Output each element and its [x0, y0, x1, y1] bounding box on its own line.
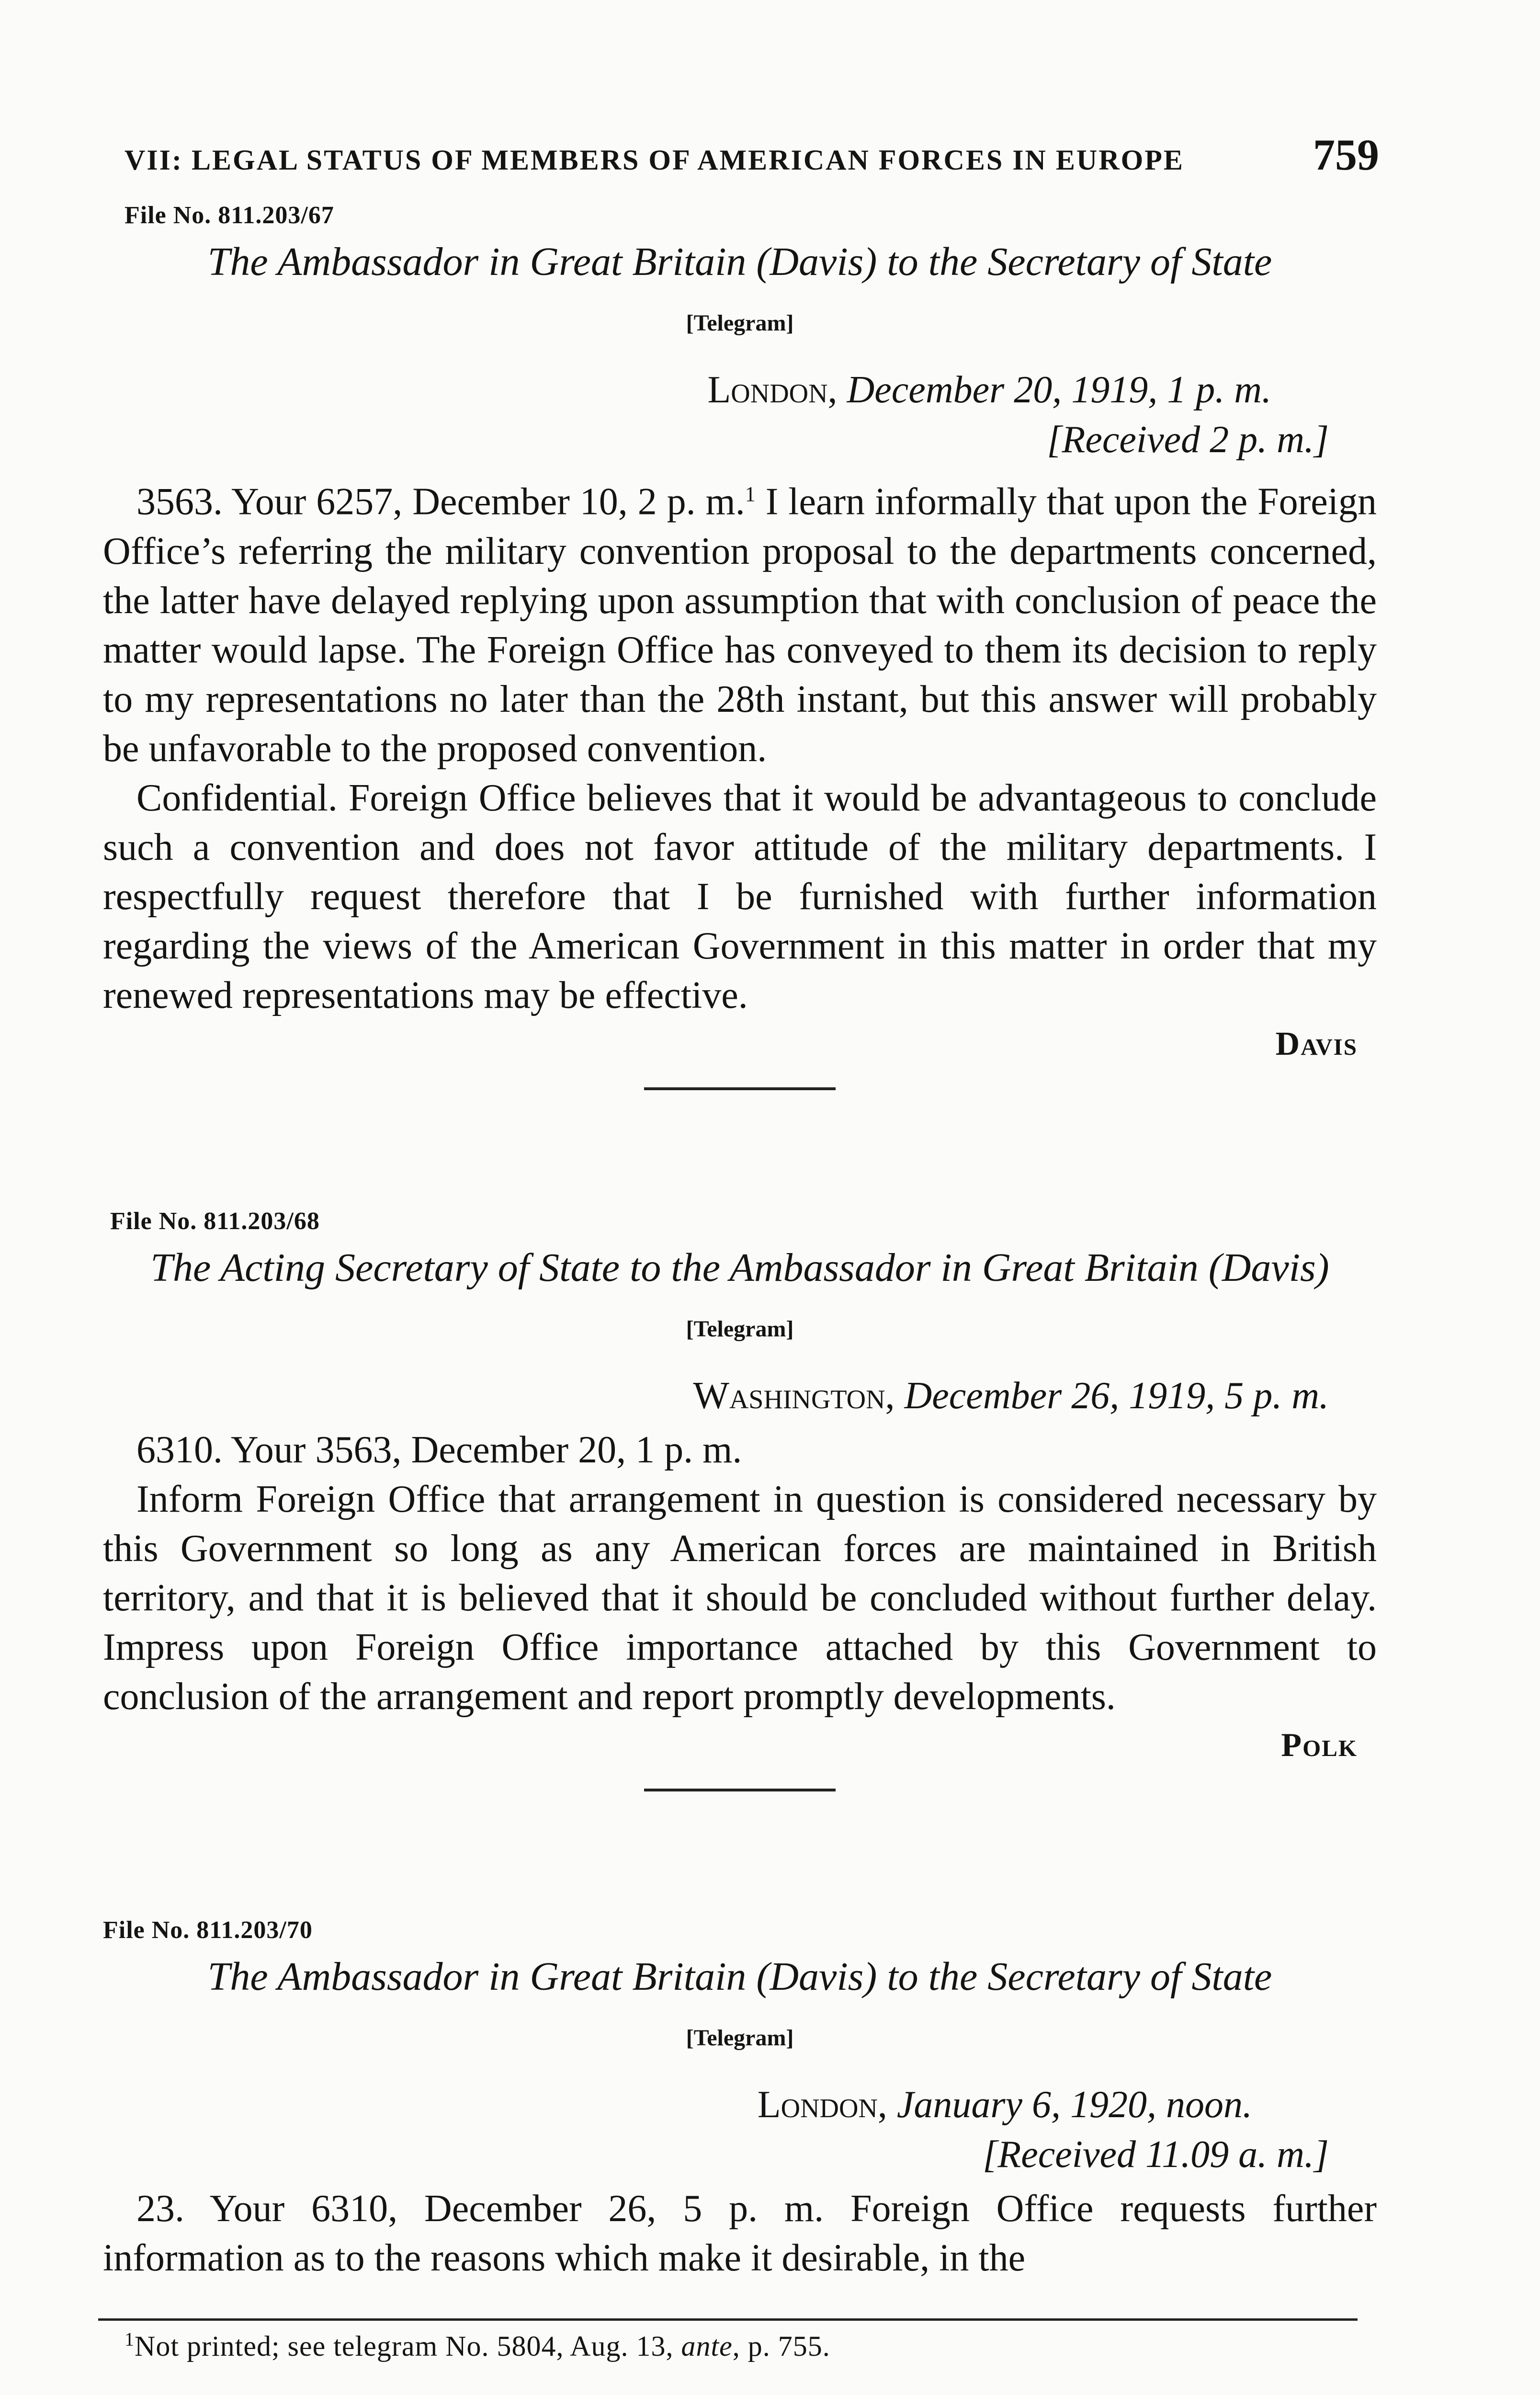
dateline-place: Washington,	[693, 1375, 895, 1417]
dateline-place: London,	[757, 2084, 887, 2126]
footnote	[125, 2328, 830, 2363]
document-heading: The Ambassador in Great Britain (Davis) to the Secretary of State	[207, 240, 1272, 284]
signature: Davis	[1275, 1025, 1358, 1062]
paragraph: 6310. Your 3563, December 20, 1 p. m.	[136, 1429, 742, 1471]
paragraph-lead: 3563. Your 6257, December 10, 2 p. m.	[136, 480, 745, 523]
file-number: File No. 811.203/68	[110, 1208, 320, 1235]
section-divider	[644, 1087, 836, 1090]
running-title: VII: LEGAL STATUS OF MEMBERS OF AMERICAN FORCES IN EUROPE	[125, 144, 1184, 176]
footnote-text: Not printed; see telegram No. 5804, Aug. 13,	[135, 2330, 681, 2362]
footnote-reference: 1	[745, 482, 756, 506]
received-note: [Received 2 p. m.]	[1047, 419, 1329, 461]
footnote-mark: 1	[125, 2328, 135, 2350]
dateline-date: January 6, 1920, noon.	[896, 2084, 1252, 2126]
footnote-ante: ante	[681, 2330, 733, 2362]
document-3	[103, 1916, 1377, 2283]
dateline	[103, 1371, 1329, 1421]
document-2	[103, 1207, 1377, 1791]
received-note: [Received 11.09 a. m.]	[983, 2133, 1329, 2176]
telegram-label: [Telegram]	[686, 310, 794, 336]
section-divider	[644, 1789, 836, 1791]
paragraph: Confidential. Foreign Office believes that it would be advantageous to conclude such a convention and does not favor attitude of the military departments. I respectfully request therefore that I be furnished with further information regarding the views of the American Government in this matter in order that my renewed representations may be effective.	[103, 776, 1377, 1016]
file-number: File No. 811.203/70	[103, 1916, 313, 1944]
document-heading: The Acting Secretary of State to the Ambassador in Great Britain (Davis)	[150, 1245, 1329, 1290]
dateline	[103, 365, 1271, 415]
paragraph-rest: I learn informally that upon the Foreign Office’s referring the military convention proposal to the departments concerned, the latter have delayed replying upon assumption that with conclusion of peace the matter would lapse. The Foreign Office has conveyed to them its decision to reply to my representations no later than the 28th instant, but this answer will probably be unfavorable to the proposed convention.	[103, 480, 1377, 770]
signature: Polk	[1281, 1727, 1358, 1764]
document-1	[103, 201, 1377, 1090]
document-heading: The Ambassador in Great Britain (Davis) to the Secretary of State	[207, 1954, 1272, 1999]
dateline-date: December 26, 1919, 5 p. m.	[904, 1375, 1329, 1417]
telegram-label: [Telegram]	[686, 2025, 794, 2051]
file-number: File No. 811.203/67	[125, 202, 334, 229]
dateline-place: London,	[707, 369, 838, 411]
footnote-tail: , p. 755.	[732, 2330, 830, 2362]
paragraph	[103, 469, 1377, 774]
running-head	[125, 129, 1379, 180]
footnote-rule	[98, 2318, 1358, 2321]
dateline-date: December 20, 1919, 1 p. m.	[847, 369, 1271, 411]
dateline	[103, 2080, 1252, 2130]
paragraph: Inform Foreign Office that arrangement in question is considered necessary by this Government so long as any American forces are maintained in British territory, and that it is believed that it should be concluded without further delay. Impress upon Foreign Office importance attached by this Government to conclusion of the arrangement and report promptly developments.	[103, 1478, 1377, 1718]
telegram-label: [Telegram]	[686, 1316, 794, 1342]
paragraph: 23. Your 6310, December 26, 5 p. m. Foreign Office requests further information as to the reasons which make it desirable, in the	[103, 2188, 1377, 2279]
page-number: 759	[1313, 130, 1379, 179]
